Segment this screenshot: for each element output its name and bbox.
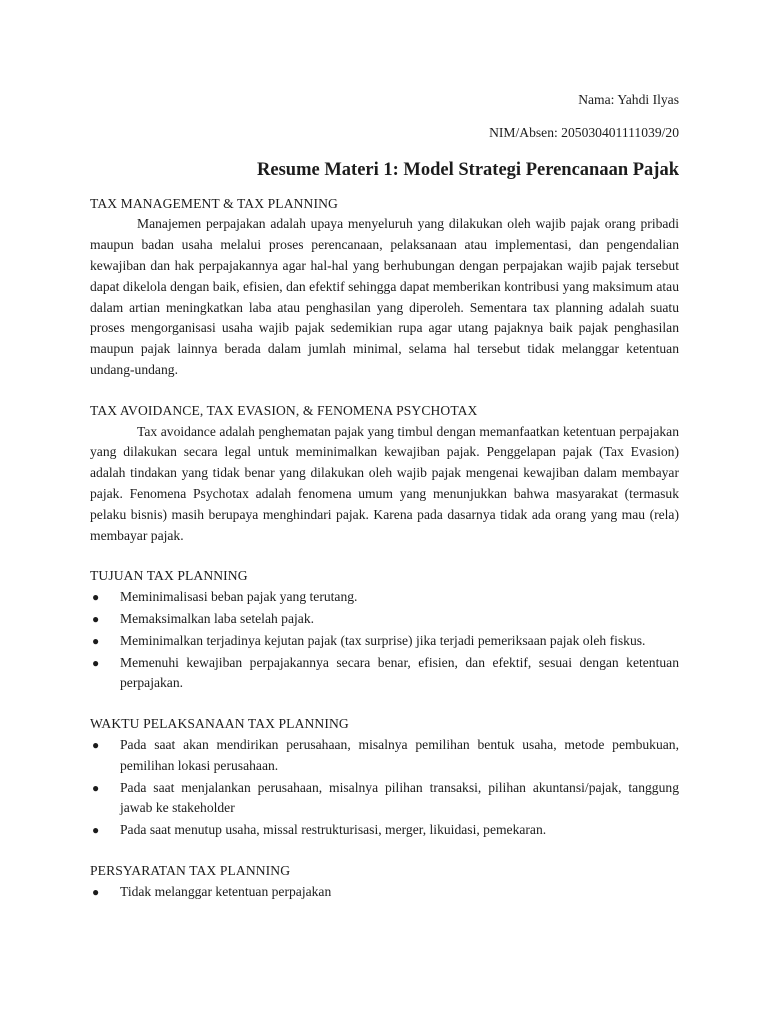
author-name: Nama: Yahdi Ilyas: [578, 92, 679, 107]
document-title: Resume Materi 1: Model Strategi Perencanaan Pajak: [257, 159, 679, 180]
list-item-text: Pada saat akan mendirikan perusahaan, misalnya pemilihan bentuk usaha, metode pembukuan, pemilihan lokasi perusahaan.: [120, 736, 679, 773]
section-heading: PERSYARATAN TAX PLANNING: [90, 862, 291, 878]
author-nim: NIM/Absen: 205030401111039/20: [489, 124, 679, 140]
bullet-icon: ●: [92, 780, 100, 795]
bullet-icon: ●: [92, 655, 100, 670]
list-item: [90, 778, 679, 820]
list-item-text: Meminimalkan terjadinya kejutan pajak (tax surprise) jika terjadi pemeriksaan pajak oleh fiskus.: [120, 632, 646, 648]
list-item: [90, 587, 679, 608]
section-persyaratan: [90, 861, 679, 903]
section-paragraph: Tax avoidance adalah penghematan pajak yang timbul dengan memanfaatkan ketentuan perpajakan yang dilakukan secara legal untuk meminimalkan kewajiban pajak. Penggelapan pajak (Tax Evasion) adalah tindakan yang tidak benar yang dilakukan oleh wajib pajak mengenai kewajiban dalam membayar pajak. Fenomena Psychotax adalah fenomena umum yang menunjukkan bahwa masyarakat (termasuk pelaku bisnis) masih berupaya menghindari pajak. Karena pada dasarnya tidak ada orang yang mau (rela) membayar pajak.: [90, 423, 679, 543]
bullet-list: [90, 735, 679, 841]
section-paragraph: Manajemen perpajakan adalah upaya menyeluruh yang dilakukan oleh wajib pajak orang pribadi maupun badan usaha melalui proses perencanaan, pelaksanaan atau implementasi, dan pengendalian kewajiban dan hak perpajakannya agar hal-hal yang berhubungan dengan perpajakan wajib pajak tersebut dapat dikelola dengan baik, efisien, dan efektif sehingga dapat memberikan kontribusi yang maksimum atau dalam artian meningkatkan laba atau penghasilan yang diperoleh. Sementara tax planning adalah suatu proses mengorganisasi usaha wajib pajak sedemikian rupa agar utang pajaknya baik pajak penghasilan maupun pajak lainnya berada dalam jumlah minimal, selama hal tersebut tidak melanggar ketentuan undang-undang.: [90, 216, 679, 377]
list-item-text: Pada saat menutup usaha, missal restrukturisasi, merger, likuidasi, pemekaran.: [120, 822, 547, 838]
list-item-text: Memenuhi kewajiban perpajakannya secara benar, efisien, dan efektif, sesuai dengan ketentuan perpajakan.: [120, 654, 679, 691]
bullet-list: [90, 587, 679, 694]
section-tujuan: [90, 566, 679, 694]
list-item: [90, 735, 679, 777]
bullet-icon: ●: [92, 737, 100, 752]
section-tax-avoidance: [90, 401, 679, 547]
section-tax-management: [90, 194, 679, 381]
section-heading: TUJUAN TAX PLANNING: [90, 568, 248, 584]
list-item: [90, 882, 679, 903]
bullet-icon: ●: [92, 633, 100, 648]
section-waktu: [90, 714, 679, 841]
list-item: [90, 631, 679, 652]
list-item: [90, 609, 679, 630]
list-item: [90, 820, 679, 841]
bullet-list: [90, 882, 679, 903]
bullet-icon: ●: [92, 884, 100, 899]
section-heading: WAKTU PELAKSANAAN TAX PLANNING: [90, 716, 349, 732]
list-item-text: Memaksimalkan laba setelah pajak.: [120, 610, 315, 626]
bullet-icon: ●: [92, 823, 100, 838]
bullet-icon: ●: [92, 611, 100, 626]
list-item-text: Meminimalisasi beban pajak yang terutang.: [120, 589, 358, 605]
bullet-icon: ●: [92, 590, 100, 605]
list-item-text: Tidak melanggar ketentuan perpajakan: [120, 883, 332, 899]
list-item-text: Pada saat menjalankan perusahaan, misalnya pilihan transaksi, pilihan akuntansi/pajak, tanggung jawab ke stakeholder: [120, 779, 679, 816]
section-heading: TAX MANAGEMENT & TAX PLANNING: [90, 195, 338, 211]
list-item: [90, 653, 679, 695]
section-heading: TAX AVOIDANCE, TAX EVASION, & FENOMENA PSYCHOTAX: [90, 402, 478, 418]
